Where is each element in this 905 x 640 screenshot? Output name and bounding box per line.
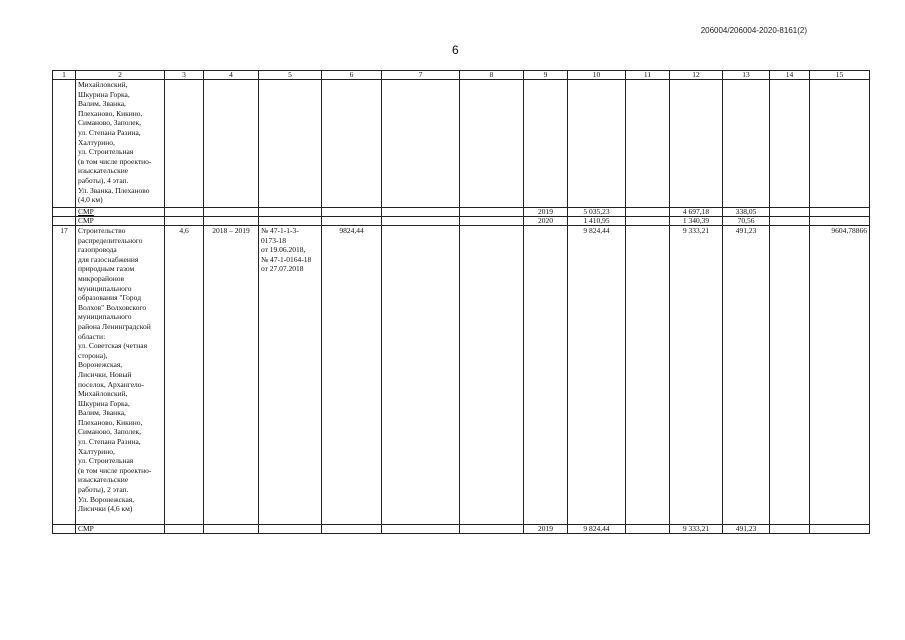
page-number: 6	[452, 43, 459, 57]
amount-cell: 1 340,39	[670, 217, 723, 226]
smr-row	[53, 525, 870, 534]
smr-label: СМР	[76, 208, 165, 217]
amount-cell: 9 824,44	[568, 525, 626, 534]
col-header: 11	[626, 71, 670, 80]
col-header: 3	[165, 71, 204, 80]
amount-cell: 9 333,21	[670, 226, 723, 525]
year-cell: 2020	[524, 217, 568, 226]
col-header: 9	[524, 71, 568, 80]
length-km: 4,6	[165, 226, 204, 525]
amount-cell: 491,23	[723, 226, 770, 525]
estimated-cost: 9824,44	[322, 226, 382, 525]
object-description: Строительство распределительного газопровода для газоснабжения природным газом микрорайонов муниципального образования "Город Волхов" Волховского муниципального района Ленинградской области: ул. Советская (четная сторона), Воронежская, Лисички, Новый поселок, Архангело- Михайловский, Шкурина Горка, Валим, Званка, Плеханово, Кикино, Симаново, Заполек, ул. Степана Разина, Халтурино, ул. Строительная (в том числе проектно- изыскательские работы), 2 этап. Ул. Воронежская, Лисички (4,6 км)	[76, 226, 165, 525]
col-header: 5	[259, 71, 322, 80]
col-header: 6	[322, 71, 382, 80]
smr-row	[53, 208, 870, 217]
smr-label: СМР	[76, 217, 165, 226]
column-number-row	[53, 71, 870, 80]
col-header: 1	[53, 71, 76, 80]
col-header: 10	[568, 71, 626, 80]
smr-label: СМР	[76, 525, 165, 534]
col-header: 8	[460, 71, 524, 80]
table-row-17	[53, 226, 870, 525]
year-cell: 2019	[524, 208, 568, 217]
row-number: 17	[53, 226, 76, 525]
col-header: 4	[204, 71, 259, 80]
smr-row	[53, 217, 870, 226]
amount-cell: 70,56	[723, 217, 770, 226]
amount-cell: 491,23	[723, 525, 770, 534]
amount-cell: 338,05	[723, 208, 770, 217]
document-id: 206004/206004-2020-8161(2)	[700, 26, 807, 35]
amount-cell: 5 035,23	[568, 208, 626, 217]
amount-cell: 4 697,18	[670, 208, 723, 217]
col-header: 7	[382, 71, 460, 80]
year-cell: 2019	[524, 525, 568, 534]
col-header: 2	[76, 71, 165, 80]
col-header: 12	[670, 71, 723, 80]
permit-numbers: № 47-1-1-3- 0173-18 от 19.06.2018, № 47-1-0164-18 от 27.07.2018	[259, 226, 322, 525]
amount-cell: 9 333,21	[670, 525, 723, 534]
total-cost: 9604,78866	[810, 226, 870, 525]
col-header: 13	[723, 71, 770, 80]
object-description: Михайловский, Шкурина Горка, Валим, Званка, Плеханово, Кикино, Симаново, Заполек, ул. Степана Разина, Халтурино, ул. Строительная (в том числе проектно- изыскательские работы), 4 этап. Ул. Званка, Плеханово (4,0 км)	[76, 80, 165, 208]
amount-cell: 1 410,95	[568, 217, 626, 226]
col-header: 15	[810, 71, 870, 80]
period: 2018 – 2019	[204, 226, 259, 525]
amount-cell: 9 824,44	[568, 226, 626, 525]
table-row-continued	[53, 80, 870, 208]
budget-table	[52, 70, 870, 534]
col-header: 14	[770, 71, 810, 80]
